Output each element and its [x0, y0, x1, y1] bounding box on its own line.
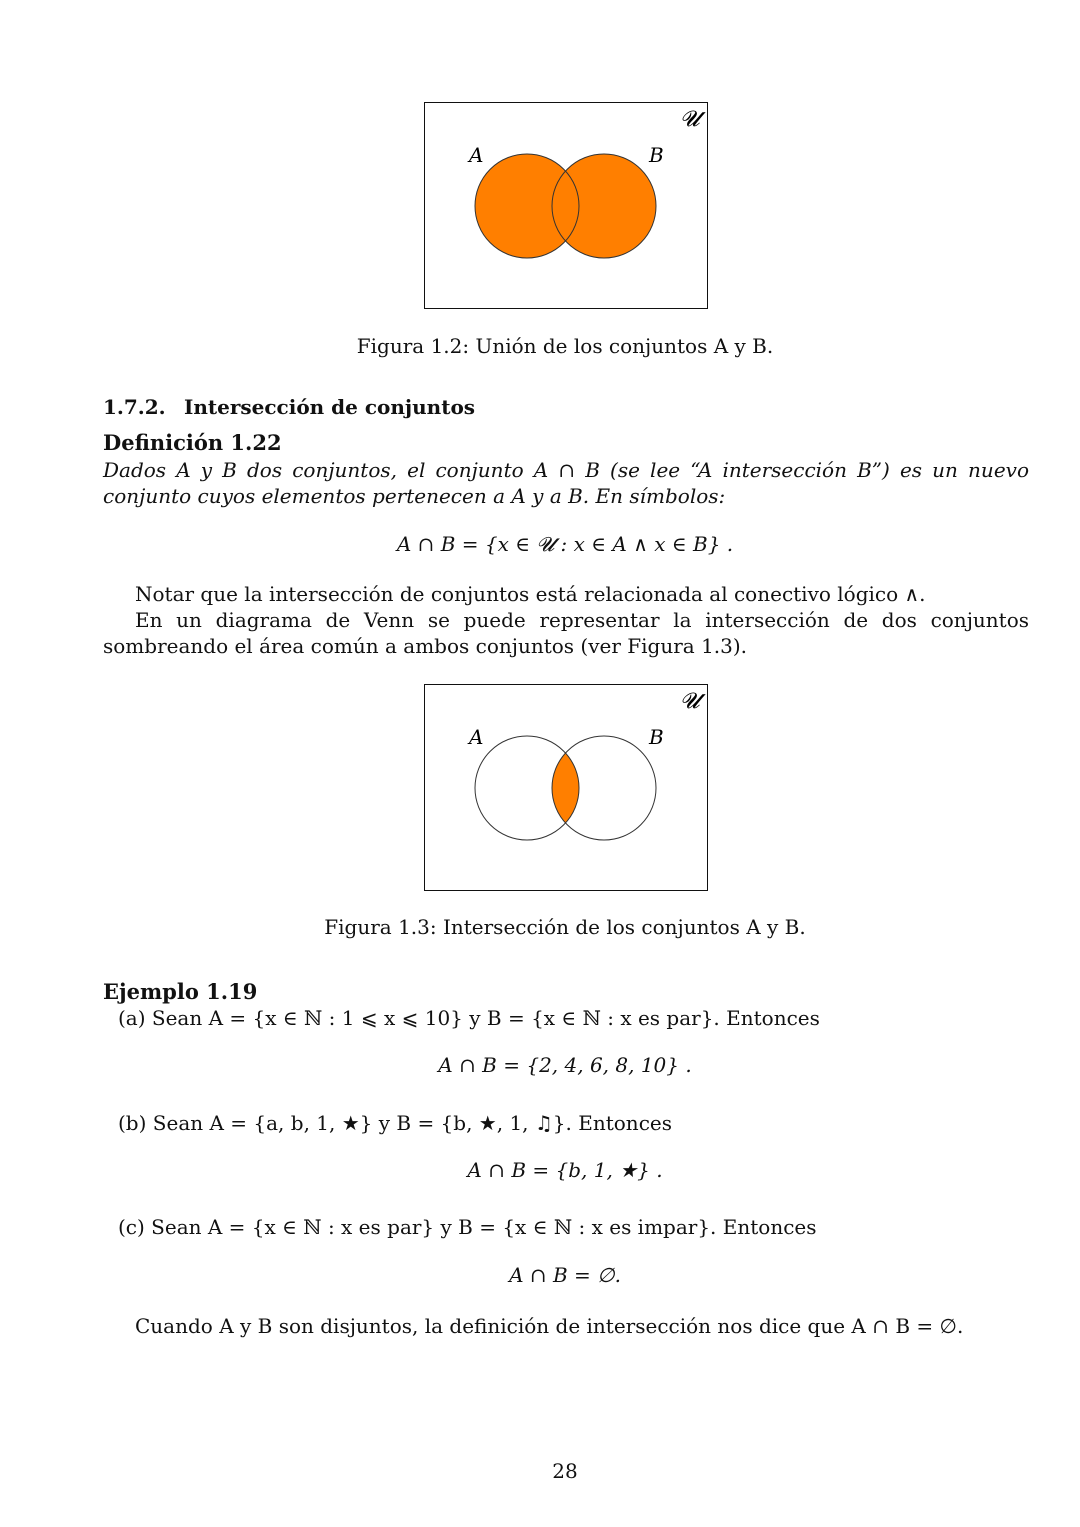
paragraph-venn	[103, 607, 1029, 659]
section-heading	[103, 395, 475, 419]
venn-union-svg	[424, 102, 708, 309]
example-result-a: A ∩ B = {2, 4, 6, 8, 10} .	[438, 1053, 692, 1077]
paragraph-note-text: Notar que la intersección de conjuntos está relacionada al conectivo lógico ∧.	[135, 582, 926, 606]
intersection-region	[552, 736, 656, 840]
venn-intersection-svg	[424, 684, 708, 891]
universe-label: 𝓤	[680, 689, 700, 714]
venn-diagram-intersection	[424, 684, 708, 891]
definition-text: Dados A y B dos conjuntos, el conjunto A ∩ B (se lee “A intersección B”) es un nuevo conjunto cuyos elementos pertenecen a A y a B. En símbolos:	[103, 458, 1029, 508]
example-result-c: A ∩ B = ∅.	[509, 1263, 621, 1287]
closing-paragraph	[103, 1313, 1029, 1339]
figure-caption-union: Figura 1.2: Unión de los conjuntos A y B.	[356, 334, 774, 358]
section-title: Intersección de conjuntos	[184, 395, 476, 419]
example-heading: Ejemplo 1.19	[103, 979, 258, 1004]
example-item-b	[118, 1111, 672, 1135]
item-label: (a)	[118, 1006, 146, 1030]
set-b-label: B	[649, 725, 664, 749]
item-text: Sean A = {x ∈ ℕ : 1 ⩽ x ⩽ 10} y B = {x ∈ ℕ : x es par}. Entonces	[151, 1006, 820, 1030]
example-result-b: A ∩ B = {b, 1, ★} .	[467, 1158, 663, 1182]
item-text: Sean A = {x ∈ ℕ : x es par} y B = {x ∈ ℕ : x es impar}. Entonces	[151, 1215, 817, 1239]
universe-label: 𝓤	[680, 107, 700, 132]
paragraph-note	[103, 581, 1029, 607]
item-text: Sean A = {a, b, 1, ★} y B = {b, ★, 1, ♫}. Entonces	[152, 1111, 672, 1135]
item-label: (c)	[118, 1215, 145, 1239]
definition-formula: A ∩ B = {x ∈ 𝓤 : x ∈ A ∧ x ∈ B} .	[396, 532, 734, 556]
venn-diagram-union	[424, 102, 708, 309]
set-b-circle	[552, 154, 656, 258]
definition-heading: Definición 1.22	[103, 430, 282, 455]
paragraph-venn-text: En un diagrama de Venn se puede representar la intersección de dos conjuntos sombreando el área común a ambos conjuntos (ver Figura 1.3).	[103, 608, 1029, 658]
set-a-label: A	[469, 725, 484, 749]
example-item-c	[118, 1215, 817, 1239]
example-item-a	[118, 1006, 820, 1030]
page-number: 28	[552, 1459, 578, 1483]
set-b-label: B	[649, 143, 664, 167]
section-number: 1.7.2.	[103, 395, 166, 419]
item-label: (b)	[118, 1111, 147, 1135]
set-a-label: A	[469, 143, 484, 167]
closing-text: Cuando A y B son disjuntos, la definición de intersección nos dice que A ∩ B = ∅.	[135, 1314, 964, 1338]
figure-caption-intersection: Figura 1.3: Intersección de los conjuntos A y B.	[324, 915, 806, 939]
